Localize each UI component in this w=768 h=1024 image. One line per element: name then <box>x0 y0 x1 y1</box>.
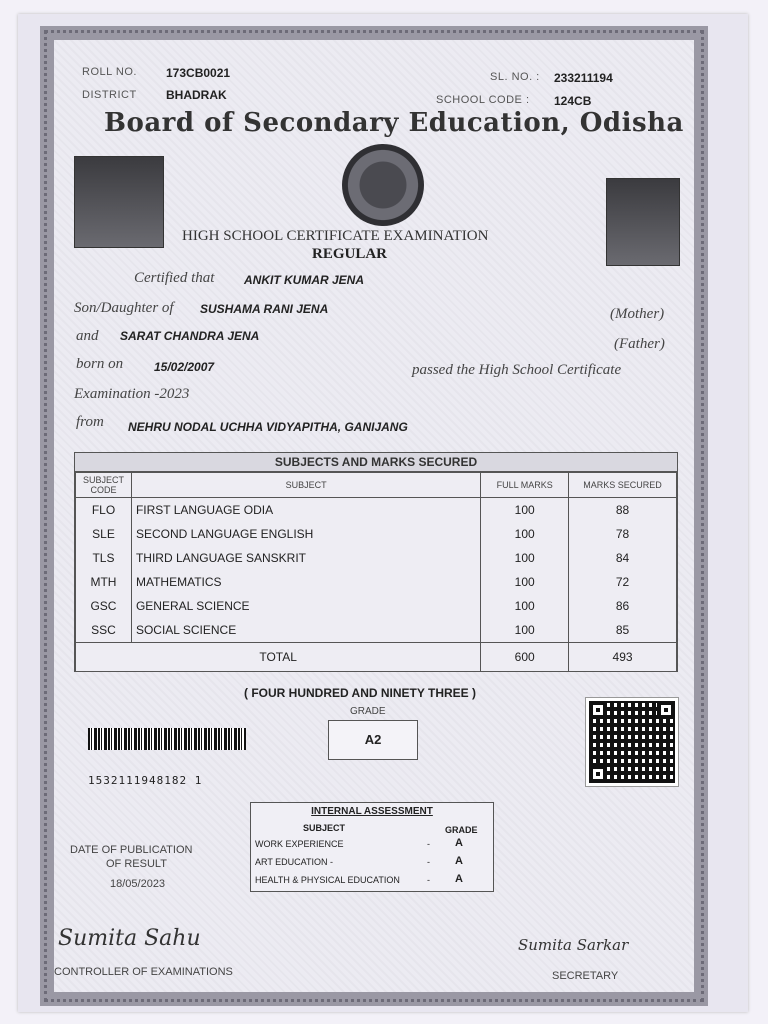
district-label: DISTRICT <box>82 89 137 101</box>
secretary-signature: Sumita Sarkar <box>518 936 629 954</box>
mother-name: SUSHAMA RANI JENA <box>200 302 329 316</box>
internal-assessment-box <box>250 802 494 892</box>
qr-code-icon <box>586 698 678 786</box>
and-label: and <box>76 328 99 344</box>
mother-label: (Mother) <box>610 306 665 322</box>
col-secured-header: MARKS SECURED <box>569 473 677 498</box>
ia-subject: HEALTH & PHYSICAL EDUCATION <box>255 875 400 885</box>
student-photo <box>74 156 164 248</box>
ia-dash: - <box>427 857 430 867</box>
sl-label: SL. NO. : <box>490 71 540 83</box>
father-name: SARAT CHANDRA JENA <box>120 329 260 343</box>
subject-name: SOCIAL SCIENCE <box>131 618 480 643</box>
table-row <box>76 546 677 570</box>
total-full-marks: 600 <box>481 643 569 672</box>
sl-value: 233211194 <box>554 71 613 85</box>
subject-code: MTH <box>76 570 132 594</box>
ia-subject: WORK EXPERIENCE <box>255 839 344 849</box>
board-title: Board of Secondary Education, Odisha <box>104 108 684 138</box>
student-photo-small <box>606 178 680 266</box>
table-row <box>76 570 677 594</box>
subject-code: FLO <box>76 498 132 523</box>
student-name: ANKIT KUMAR JENA <box>244 273 364 287</box>
exam-type: REGULAR <box>312 246 388 262</box>
table-row <box>76 594 677 618</box>
roll-label: ROLL NO. <box>82 66 137 78</box>
ia-grade: A <box>455 873 463 885</box>
ia-grade-header: GRADE <box>445 825 478 835</box>
board-seal-icon <box>342 144 424 226</box>
subject-name: FIRST LANGUAGE ODIA <box>131 498 480 523</box>
marks-secured: 86 <box>569 594 677 618</box>
subject-name: SECOND LANGUAGE ENGLISH <box>131 522 480 546</box>
controller-label: CONTROLLER OF EXAMINATIONS <box>54 966 233 978</box>
marks-secured: 85 <box>569 618 677 643</box>
table-row <box>76 498 677 523</box>
total-marks-secured: 493 <box>569 643 677 672</box>
certified-that-label: Certified that <box>134 270 215 286</box>
barcode-number: 1532111948182 1 <box>88 774 203 787</box>
subject-name: THIRD LANGUAGE SANSKRIT <box>131 546 480 570</box>
ia-subject: ART EDUCATION - <box>255 857 334 867</box>
col-subject-header: SUBJECT <box>131 473 480 498</box>
ia-dash: - <box>427 839 430 849</box>
father-label: (Father) <box>614 336 665 352</box>
subject-name: MATHEMATICS <box>131 570 480 594</box>
subject-code: SSC <box>76 618 132 643</box>
marks-table-box <box>74 452 678 672</box>
date-of-birth: 15/02/2007 <box>154 360 215 374</box>
marks-secured: 84 <box>569 546 677 570</box>
ia-subject-header: SUBJECT <box>303 823 346 833</box>
marks-secured: 72 <box>569 570 677 594</box>
table-row <box>76 522 677 546</box>
secretary-label: SECRETARY <box>552 970 619 982</box>
publication-date: 18/05/2023 <box>110 878 166 890</box>
ia-grade: A <box>455 837 463 849</box>
district-value: BHADRAK <box>166 88 227 102</box>
barcode-icon <box>88 728 246 750</box>
roll-value: 173CB0021 <box>166 66 231 80</box>
son-daughter-label: Son/Daughter of <box>74 300 174 316</box>
born-on-label: born on <box>76 356 124 372</box>
full-marks: 100 <box>481 498 569 523</box>
total-label: TOTAL <box>76 643 481 672</box>
full-marks: 100 <box>481 570 569 594</box>
exam-title: HIGH SCHOOL CERTIFICATE EXAMINATION <box>182 228 489 244</box>
school-code-value: 124CB <box>554 94 592 108</box>
marks-table <box>75 472 677 671</box>
grade-value: A2 <box>328 720 418 760</box>
publication-label-line1: DATE OF PUBLICATION <box>70 844 193 856</box>
marks-secured: 78 <box>569 522 677 546</box>
from-label: from <box>76 414 104 430</box>
full-marks: 100 <box>481 594 569 618</box>
school-name: NEHRU NODAL UCHHA VIDYAPITHA, GANIJANG <box>128 420 408 434</box>
full-marks: 100 <box>481 546 569 570</box>
total-in-words: ( FOUR HUNDRED AND NINETY THREE ) <box>244 686 477 700</box>
subject-code: SLE <box>76 522 132 546</box>
controller-signature: Sumita Sahu <box>58 926 201 951</box>
subject-name: GENERAL SCIENCE <box>131 594 480 618</box>
certificate-content <box>54 44 694 990</box>
ia-heading: INTERNAL ASSESSMENT <box>311 806 433 817</box>
passed-text: passed the High School Certificate <box>412 362 622 378</box>
table-row <box>76 618 677 643</box>
full-marks: 100 <box>481 618 569 643</box>
exam-year: Examination -2023 <box>74 386 190 402</box>
col-full-header: FULL MARKS <box>481 473 569 498</box>
school-code-label: SCHOOL CODE : <box>436 94 530 106</box>
publication-label-line2: OF RESULT <box>106 858 167 870</box>
col-code-header: SUBJECT CODE <box>76 473 132 498</box>
marks-heading: SUBJECTS AND MARKS SECURED <box>75 453 677 472</box>
ia-dash: - <box>427 875 430 885</box>
grade-label: GRADE <box>350 706 386 717</box>
ia-grade: A <box>455 855 463 867</box>
full-marks: 100 <box>481 522 569 546</box>
subject-code: TLS <box>76 546 132 570</box>
subject-code: GSC <box>76 594 132 618</box>
marks-secured: 88 <box>569 498 677 523</box>
